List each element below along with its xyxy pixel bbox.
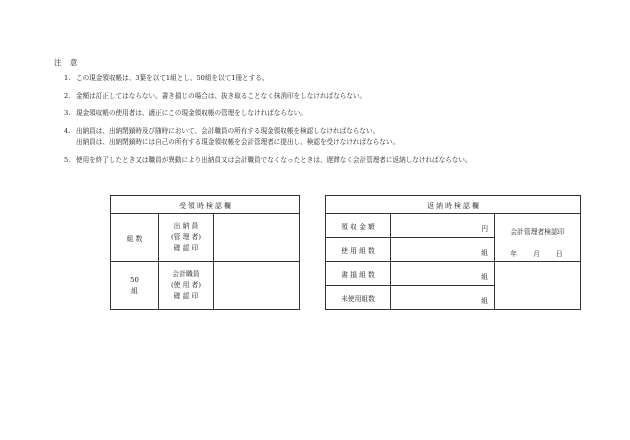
- clerk-confirm: 確 認 印: [173, 292, 199, 300]
- date-year: 年: [510, 250, 520, 258]
- date-day: 日: [555, 250, 565, 258]
- clerk-role-cell: [159, 262, 214, 310]
- cashier-sub: (管 理 者): [170, 233, 201, 241]
- clerk-stamp-box[interactable]: [214, 262, 300, 310]
- note-continuation: 出納員は、出納閉鎖時には自己の所有する現金領収帳を会計管理者に提出し、検認を受けなければならない。: [76, 138, 400, 146]
- treasurer-stamp-box[interactable]: [495, 262, 581, 310]
- sets-unit: 組: [131, 286, 138, 295]
- spoiled-sets-field[interactable]: [391, 262, 495, 286]
- note-text: 現金領収帳の使用者は、適正にこの現金領収帳の管理をしなければならない。: [76, 109, 307, 117]
- note-text: 出納員は、出納閉鎖時及び随時において、会計職員の所有する現金領収帳を検認しなければならない。: [76, 127, 380, 135]
- note-item-3: [64, 108, 307, 119]
- sets-value-cell: [111, 262, 159, 310]
- date-month: 月: [533, 250, 542, 258]
- unit-yen: 円: [481, 225, 488, 233]
- treasurer-stamp-title: 会計管理者検認印: [510, 228, 565, 236]
- note-number: 1.: [64, 74, 71, 82]
- note-item-4: [64, 126, 399, 148]
- return-row-label: 書 損 組 数: [326, 262, 391, 286]
- used-sets-field[interactable]: [391, 238, 495, 262]
- note-item-2: [64, 91, 366, 102]
- return-row-label: 領 収 金 額: [326, 214, 391, 238]
- note-number: 4.: [64, 127, 71, 135]
- note-item-1: [64, 73, 268, 84]
- unit-sets: 組: [481, 297, 488, 305]
- sets-value: 50: [130, 275, 139, 284]
- note-number: 5.: [64, 156, 71, 164]
- note-text: この現金領収帳は、3葉を以て1組とし、50組を以て1冊とする。: [76, 74, 269, 82]
- received-amount-field[interactable]: [391, 214, 495, 238]
- note-text: 使用を終了したとき又は職員が異動により出納員又は会計職員でなくなったときは、遅滞なく会計管理者に返納しなければならない。: [76, 156, 472, 164]
- sets-label: 組 数: [111, 214, 159, 262]
- stamp-date: [495, 248, 580, 258]
- return-row-label: 使 用 組 数: [326, 238, 391, 262]
- unused-sets-field[interactable]: [391, 286, 495, 310]
- return-row-label: 未使用組数: [326, 286, 391, 310]
- clerk-role: 会計職員: [172, 270, 200, 278]
- receipt-table-title: 受 領 時 検 認 欄: [111, 196, 300, 214]
- cashier-role-cell: [159, 214, 214, 262]
- unit-sets: 組: [481, 249, 488, 257]
- treasurer-stamp-cell[interactable]: [495, 214, 581, 262]
- note-text: 金額は訂正してはならない。書き損じの場合は、抜き取ることなく抹消印をしなければならない。: [76, 92, 367, 100]
- cashier-confirm: 確 認 印: [173, 244, 199, 252]
- return-verification-table: [325, 195, 581, 310]
- clerk-sub: (使 用 者): [170, 281, 201, 289]
- unit-sets: 組: [481, 273, 488, 281]
- return-table-title: 返 納 時 検 認 欄: [326, 196, 581, 214]
- note-item-5: [64, 155, 472, 166]
- notes-title: 注 意: [54, 58, 81, 67]
- cashier-stamp-box[interactable]: [214, 214, 300, 262]
- note-number: 3.: [64, 109, 71, 117]
- note-number: 2.: [64, 92, 71, 100]
- receipt-verification-table: [110, 195, 300, 310]
- cashier-role: 出 納 員: [173, 222, 199, 230]
